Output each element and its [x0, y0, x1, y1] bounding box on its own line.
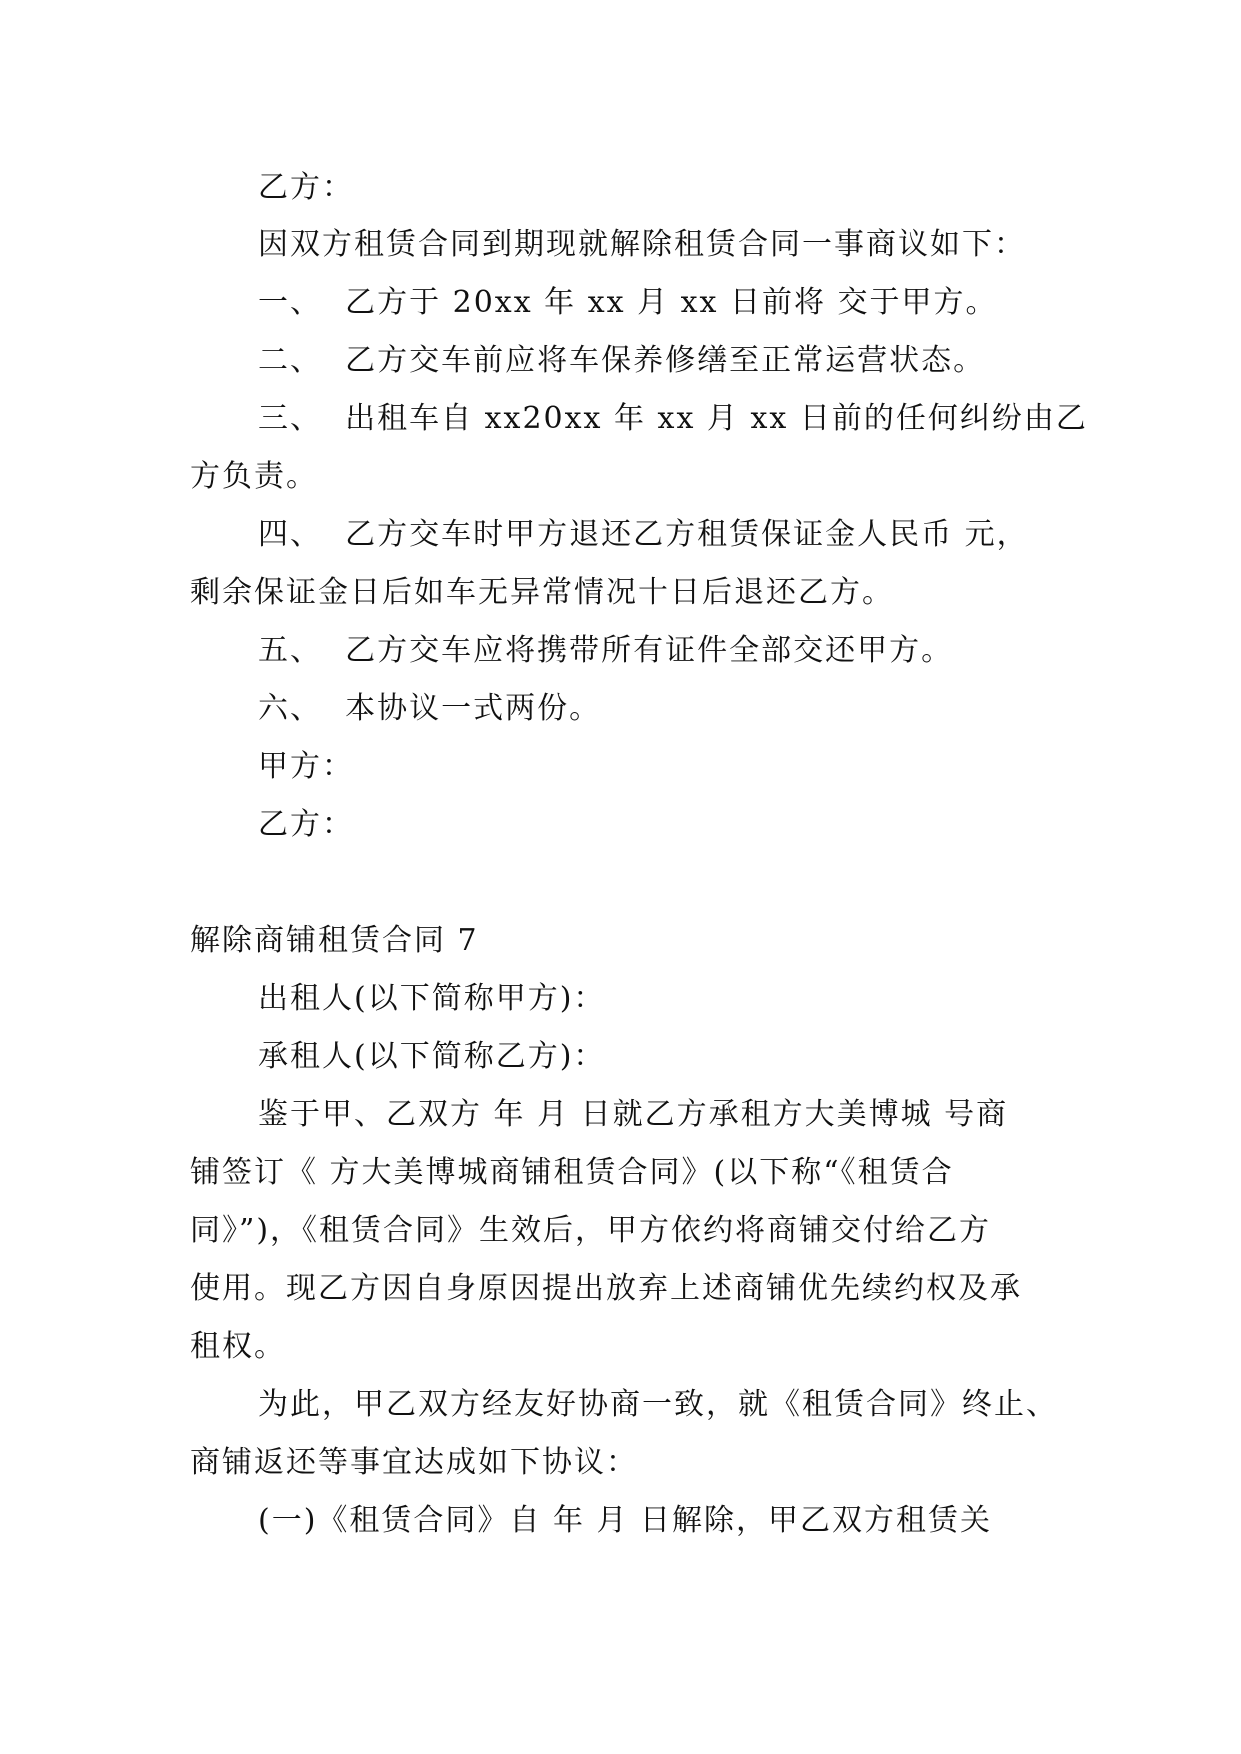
text-line: 六、 本协议一式两份。 [258, 691, 602, 726]
text-line: 为此，甲乙双方经友好协商一致，就《租赁合同》终止、 [258, 1387, 1058, 1422]
text-line: 剩余保证金日后如车无异常情况十日后退还乙方。 [190, 575, 894, 610]
text-line: 商铺返还等事宜达成如下协议： [190, 1445, 638, 1480]
text-line: (一)《租赁合同》自 年 月 日解除，甲乙双方租赁关 [258, 1503, 993, 1538]
section-title: 解除商铺租赁合同 7 [190, 923, 479, 958]
text-line: 五、 乙方交车应将携带所有证件全部交还甲方。 [258, 633, 954, 668]
text-line: 乙方： [258, 807, 354, 842]
text-line: 一、 乙方于 20xx 年 xx 月 xx 日前将 交于甲方。 [258, 285, 998, 320]
text-line: 三、 出租车自 xx20xx 年 xx 月 xx 日前的任何纠纷由乙 [258, 401, 1088, 436]
text-line: 方负责。 [190, 459, 318, 494]
text-line: 甲方： [258, 749, 354, 784]
text-line: 因双方租赁合同到期现就解除租赁合同一事商议如下： [258, 227, 1026, 262]
text-line: 承租人(以下简称乙方)： [258, 1039, 606, 1074]
text-line: 使用。现乙方因自身原因提出放弃上述商铺优先续约权及承 [190, 1271, 1022, 1306]
text-line: 租权。 [190, 1329, 286, 1364]
text-line: 乙方： [258, 170, 354, 205]
text-line: 四、 乙方交车时甲方退还乙方租赁保证金人民币 元， [258, 517, 1029, 552]
text-line: 出租人(以下简称甲方)： [258, 981, 606, 1016]
text-line: 同》”)，《租赁合同》生效后，甲方依约将商铺交付给乙方 [190, 1213, 992, 1248]
text-line: 铺签订《 方大美博城商铺租赁合同》(以下称“《租赁合 [190, 1155, 954, 1190]
text-line: 二、 乙方交车前应将车保养修缮至正常运营状态。 [258, 343, 986, 378]
text-line: 鉴于甲、乙双方 年 月 日就乙方承租方大美博城 号商 [258, 1097, 1009, 1132]
